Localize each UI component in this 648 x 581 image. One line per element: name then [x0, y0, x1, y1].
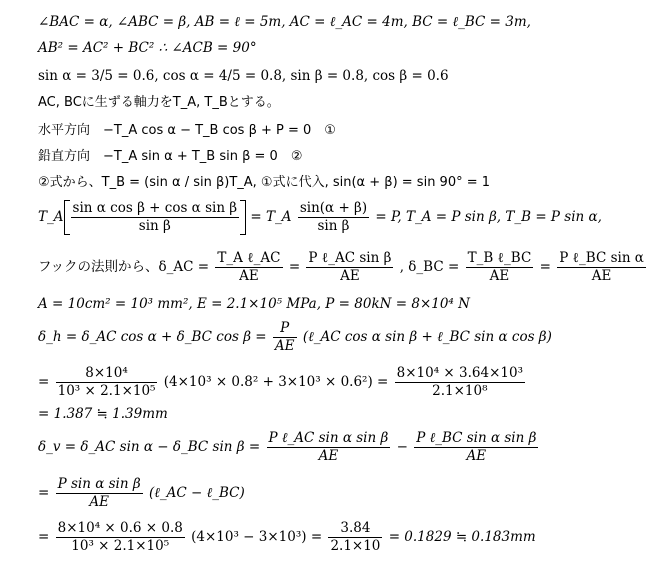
force-results: = P, T_A = P sin β, T_B = P sin α,: [375, 208, 602, 225]
fraction-numerator: T_B ℓ_BC: [467, 250, 532, 266]
fraction-numerator: P sin α sin β: [57, 476, 141, 492]
material-constants: A = 10cm² = 10³ mm², E = 2.1×10⁵ MPa, P = 80kN = 8×10⁴ N: [38, 296, 470, 312]
vertical-equilibrium: 鉛直方向 −T_A sin α + T_B sin β = 0 ②: [38, 149, 303, 164]
fraction-denominator: 10³ × 2.1×10⁵: [57, 382, 156, 399]
fraction-numerator: T_A ℓ_AC: [217, 250, 281, 266]
delta-h-lead: δ_h = δ_AC cos α + δ_BC cos β =: [38, 328, 267, 345]
trig-values: sin α = 3/5 = 0.6, cos α = 4/5 = 0.8, sin β = 0.8, cos β = 0.6: [38, 68, 449, 84]
equals-sign: =: [539, 258, 551, 275]
fraction-numerator: P ℓ_AC sin α sin β: [268, 430, 389, 446]
fraction-denominator: 2.1×10⁸: [432, 382, 488, 399]
p-over-ae-fraction: [273, 320, 297, 355]
fraction-numerator: P: [273, 320, 297, 338]
delta-v-lead: δ_v = δ_AC sin α − δ_BC sin β =: [38, 438, 261, 455]
fraction-numerator: 8×10⁴ × 3.64×10³: [396, 365, 523, 381]
fraction-denominator: sin β: [138, 217, 171, 234]
angle-sum-fraction: [298, 200, 369, 235]
delta-bc-lead: , δ_BC =: [399, 258, 460, 275]
delta-h-bracket: (ℓ_AC cos α sin β + ℓ_BC sin α cos β): [302, 328, 552, 345]
lengths-term: (4×10³ × 0.8² + 3×10³ × 0.6²) =: [163, 373, 389, 390]
fraction-numerator: P ℓ_BC sin α: [559, 250, 644, 266]
fraction-denominator: AE: [318, 447, 339, 464]
fraction-denominator: AE: [340, 267, 360, 284]
delta-bc-expanded-fraction: [557, 250, 646, 285]
reduced-fraction: [328, 520, 382, 555]
force-solution: [38, 200, 602, 235]
fraction-numerator: 8×10⁴ × 0.6 × 0.8: [57, 520, 183, 536]
length-difference-numeric: (4×10³ − 3×10³) =: [191, 528, 323, 545]
fraction-denominator: AE: [466, 447, 487, 464]
horizontal-displacement-result: = 1.387 ≒ 1.39mm: [38, 406, 168, 422]
fraction-denominator: AE: [89, 493, 109, 510]
fraction-denominator: sin β: [317, 217, 350, 234]
fraction-numerator: 3.84: [328, 520, 382, 538]
equals-sign: =: [38, 484, 50, 501]
fraction-numerator: P ℓ_AC sin β: [308, 250, 392, 266]
fraction-denominator: AE: [274, 337, 295, 354]
delta-bc-fraction: [466, 250, 534, 285]
pythagoras-relation: AB² = AC² + BC² ∴ ∠ACB = 90°: [38, 40, 257, 56]
force-bracket: [64, 200, 247, 235]
coefficient-fraction: [56, 365, 158, 400]
hookes-law: [38, 250, 648, 285]
equals-sign: =: [38, 373, 50, 390]
simplified-fraction: [395, 365, 525, 400]
fraction-denominator: AE: [489, 267, 510, 284]
vertical-displacement-numeric: [38, 520, 536, 555]
equals-ta: = T_A: [250, 208, 292, 225]
axial-force-definition: AC, BCに生ずる軸力をT_A, T_Bとする。: [38, 95, 280, 110]
vertical-displacement-formula: [38, 430, 540, 465]
delta-ac-fraction: [215, 250, 282, 285]
fraction-denominator: 2.1×10: [330, 537, 381, 554]
fraction-numerator: sin(α + β): [299, 200, 368, 216]
delta-ac-expanded-fraction: [306, 250, 393, 285]
fraction-numerator: sin α cos β + cos α sin β: [72, 200, 238, 216]
fraction-numerator: 8×10⁴: [56, 365, 158, 383]
substitution-step: ②式から、T_B = (sin α / sin β)T_A, ①式に代入, sin(α + β) = sin 90° = 1: [38, 175, 491, 190]
equals-sign: =: [38, 528, 50, 545]
force-bracket-fraction: [71, 200, 240, 235]
fraction-denominator: 10³ × 2.1×10⁵: [71, 537, 170, 554]
horizontal-displacement-numeric: [38, 365, 527, 400]
force-ta-symbol: T_A: [38, 208, 64, 225]
numeric-coefficient-fraction: [56, 520, 185, 555]
horizontal-equilibrium: 水平方向 −T_A cos α − T_B cos β + P = 0 ①: [38, 123, 336, 138]
equals-sign: =: [288, 258, 301, 275]
horizontal-displacement-formula: [38, 320, 552, 355]
delta-v-term-2: [414, 430, 538, 465]
fraction-denominator: AE: [591, 267, 612, 284]
factored-fraction: [56, 476, 143, 511]
vertical-displacement-factored: [38, 476, 245, 511]
vertical-displacement-result: = 0.1829 ≒ 0.183mm: [388, 528, 536, 545]
minus-sign: −: [396, 438, 408, 455]
fraction-numerator: P ℓ_BC sin α sin β: [416, 430, 537, 446]
delta-v-term-1: [267, 430, 391, 465]
given-geometry: ∠BAC = α, ∠ABC = β, AB = ℓ = 5m, AC = ℓ_AC = 4m, BC = ℓ_BC = 3m,: [38, 14, 531, 30]
length-difference: (ℓ_AC − ℓ_BC): [148, 484, 245, 501]
hookes-lead: フックの法則から、δ_AC =: [38, 258, 210, 275]
fraction-denominator: AE: [239, 267, 259, 284]
